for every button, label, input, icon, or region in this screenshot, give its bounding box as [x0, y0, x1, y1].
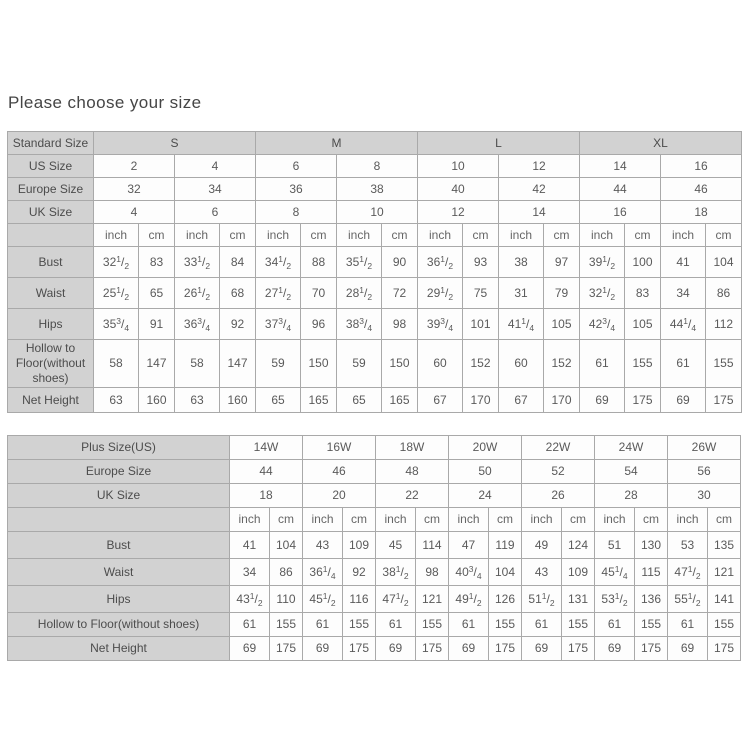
measure-value-cell: 155 — [625, 340, 661, 388]
unit-cell: inch — [522, 508, 562, 532]
measure-value-cell: 150 — [301, 340, 337, 388]
measure-value-cell: $36^1/_2$ — [418, 247, 463, 278]
measure-value-cell: $43^1/_2$ — [230, 586, 270, 613]
measure-value-cell: 97 — [544, 247, 580, 278]
size-value-cell: 10 — [418, 155, 499, 178]
measure-value-cell: 86 — [270, 559, 303, 586]
unit-cell: cm — [489, 508, 522, 532]
measure-value-cell: $39^3/_4$ — [418, 309, 463, 340]
size-value-cell: 26W — [668, 436, 741, 460]
size-value-cell: 6 — [256, 155, 337, 178]
measure-value-cell: 69 — [522, 637, 562, 661]
measure-value-cell: $26^1/_2$ — [175, 278, 220, 309]
size-value-cell: 14 — [580, 155, 661, 178]
size-value-cell: 2 — [94, 155, 175, 178]
row-label-cell: Hips — [8, 586, 230, 613]
unit-cell: inch — [175, 224, 220, 247]
measure-value-cell: $33^1/_2$ — [175, 247, 220, 278]
table-row — [8, 613, 741, 637]
measure-value-cell: 41 — [230, 532, 270, 559]
unit-cell: cm — [625, 224, 661, 247]
table-row — [8, 508, 741, 532]
measure-value-cell: 121 — [416, 586, 449, 613]
measure-value-cell: 165 — [301, 388, 337, 413]
measure-value-cell: 126 — [489, 586, 522, 613]
size-value-cell: 24W — [595, 436, 668, 460]
measure-value-cell: 100 — [625, 247, 661, 278]
measure-value-cell: $41^1/_4$ — [499, 309, 544, 340]
measure-value-cell: 72 — [382, 278, 418, 309]
measure-value-cell: $32^1/_2$ — [94, 247, 139, 278]
table-row — [8, 460, 741, 484]
size-value-cell: 18 — [661, 201, 742, 224]
measure-value-cell: $38^3/_4$ — [337, 309, 382, 340]
unit-cell: inch — [499, 224, 544, 247]
measure-value-cell: 147 — [139, 340, 175, 388]
measure-value-cell: $45^1/_2$ — [303, 586, 343, 613]
unit-cell: cm — [220, 224, 256, 247]
measure-value-cell: $27^1/_2$ — [256, 278, 301, 309]
measure-value-cell: 34 — [661, 278, 706, 309]
measure-value-cell: 170 — [463, 388, 499, 413]
unit-cell: inch — [580, 224, 625, 247]
measure-value-cell: 60 — [499, 340, 544, 388]
measure-value-cell: 135 — [708, 532, 741, 559]
measure-value-cell: 69 — [668, 637, 708, 661]
measure-value-cell: 155 — [635, 613, 668, 637]
measure-value-cell: 61 — [668, 613, 708, 637]
measure-value-cell: $38^1/_2$ — [376, 559, 416, 586]
table-row — [8, 201, 742, 224]
size-value-cell: 38 — [337, 178, 418, 201]
measure-value-cell: 70 — [301, 278, 337, 309]
measure-value-cell: 69 — [449, 637, 489, 661]
measure-value-cell: 53 — [668, 532, 708, 559]
measure-value-cell: 65 — [139, 278, 175, 309]
measure-value-cell: 175 — [416, 637, 449, 661]
table-row — [8, 224, 742, 247]
measure-value-cell: 91 — [139, 309, 175, 340]
measure-value-cell: 75 — [463, 278, 499, 309]
table-row — [8, 132, 742, 155]
size-value-cell: 52 — [522, 460, 595, 484]
measure-value-cell: 38 — [499, 247, 544, 278]
measure-value-cell: 31 — [499, 278, 544, 309]
measure-value-cell: 155 — [489, 613, 522, 637]
size-value-cell: XL — [580, 132, 742, 155]
measure-value-cell: 60 — [418, 340, 463, 388]
measure-value-cell: $47^1/_2$ — [376, 586, 416, 613]
measure-value-cell: 104 — [706, 247, 742, 278]
measure-value-cell: $32^1/_2$ — [580, 278, 625, 309]
page-title: Please choose your size — [8, 93, 202, 112]
measure-value-cell: $44^1/_4$ — [661, 309, 706, 340]
size-value-cell: 12 — [499, 155, 580, 178]
table-row — [8, 559, 741, 586]
measure-value-cell: 170 — [544, 388, 580, 413]
size-value-cell: 18W — [376, 436, 449, 460]
unit-cell: inch — [337, 224, 382, 247]
row-label-cell: Hollow to Floor(without shoes) — [8, 613, 230, 637]
measure-value-cell: 61 — [376, 613, 416, 637]
size-value-cell: 50 — [449, 460, 522, 484]
size-value-cell: 34 — [175, 178, 256, 201]
size-value-cell: L — [418, 132, 580, 155]
measure-value-cell: $39^1/_2$ — [580, 247, 625, 278]
measure-value-cell: 61 — [580, 340, 625, 388]
measure-value-cell: 175 — [562, 637, 595, 661]
measure-value-cell: 155 — [708, 613, 741, 637]
size-value-cell: 10 — [337, 201, 418, 224]
size-value-cell: 44 — [230, 460, 303, 484]
size-value-cell: 42 — [499, 178, 580, 201]
measure-value-cell: $47^1/_2$ — [668, 559, 708, 586]
size-value-cell: 6 — [175, 201, 256, 224]
size-value-cell: 48 — [376, 460, 449, 484]
measure-value-cell: 98 — [382, 309, 418, 340]
plus-size-table — [7, 435, 741, 661]
measure-value-cell: 155 — [270, 613, 303, 637]
size-value-cell: 20W — [449, 436, 522, 460]
measure-value-cell: 114 — [416, 532, 449, 559]
measure-value-cell: $40^3/_4$ — [449, 559, 489, 586]
row-label-cell: UK Size — [8, 484, 230, 508]
row-label-cell: Waist — [8, 278, 94, 309]
size-value-cell: 4 — [175, 155, 256, 178]
measure-value-cell: $35^1/_2$ — [337, 247, 382, 278]
size-value-cell: 54 — [595, 460, 668, 484]
measure-value-cell: 115 — [635, 559, 668, 586]
measure-value-cell: 155 — [562, 613, 595, 637]
measure-value-cell: 43 — [522, 559, 562, 586]
standard-size-table — [7, 131, 742, 413]
row-label-cell: Hollow to Floor(without shoes) — [8, 340, 94, 388]
measure-value-cell: 61 — [230, 613, 270, 637]
size-value-cell: 32 — [94, 178, 175, 201]
row-label-cell: Net Height — [8, 388, 94, 413]
row-label-cell: Standard Size — [8, 132, 94, 155]
row-label-cell: Hips — [8, 309, 94, 340]
measure-value-cell: 110 — [270, 586, 303, 613]
measure-value-cell: 121 — [708, 559, 741, 586]
unit-cell: cm — [463, 224, 499, 247]
measure-value-cell: 59 — [337, 340, 382, 388]
row-label-cell: Bust — [8, 532, 230, 559]
measure-value-cell: 175 — [708, 637, 741, 661]
size-value-cell: 46 — [303, 460, 376, 484]
size-value-cell: 22W — [522, 436, 595, 460]
size-guide-section — [0, 93, 750, 750]
measure-value-cell: 63 — [175, 388, 220, 413]
unit-cell: cm — [343, 508, 376, 532]
measure-value-cell: 69 — [661, 388, 706, 413]
size-value-cell: 12 — [418, 201, 499, 224]
measure-value-cell: 69 — [230, 637, 270, 661]
measure-value-cell: 93 — [463, 247, 499, 278]
table-row — [8, 637, 741, 661]
measure-value-cell: 67 — [499, 388, 544, 413]
table-row — [8, 309, 742, 340]
measure-value-cell: 45 — [376, 532, 416, 559]
measure-value-cell: 69 — [595, 637, 635, 661]
measure-value-cell: 41 — [661, 247, 706, 278]
unit-row-empty-cell — [8, 508, 230, 532]
measure-value-cell: 98 — [416, 559, 449, 586]
unit-cell: inch — [303, 508, 343, 532]
measure-value-cell: 112 — [706, 309, 742, 340]
measure-value-cell: 152 — [544, 340, 580, 388]
measure-value-cell: $42^3/_4$ — [580, 309, 625, 340]
row-label-cell: Europe Size — [8, 178, 94, 201]
row-label-cell: Net Height — [8, 637, 230, 661]
measure-value-cell: 109 — [562, 559, 595, 586]
measure-value-cell: 175 — [270, 637, 303, 661]
measure-value-cell: 69 — [580, 388, 625, 413]
unit-cell: inch — [449, 508, 489, 532]
size-value-cell: 16W — [303, 436, 376, 460]
measure-value-cell: 116 — [343, 586, 376, 613]
table-row — [8, 155, 742, 178]
measure-value-cell: 141 — [708, 586, 741, 613]
table-row — [8, 278, 742, 309]
measure-value-cell: 61 — [595, 613, 635, 637]
measure-value-cell: $51^1/_2$ — [522, 586, 562, 613]
size-value-cell: 20 — [303, 484, 376, 508]
row-label-cell: Waist — [8, 559, 230, 586]
measure-value-cell: 58 — [94, 340, 139, 388]
measure-value-cell: 160 — [139, 388, 175, 413]
unit-cell: cm — [544, 224, 580, 247]
table-row — [8, 436, 741, 460]
unit-cell: cm — [139, 224, 175, 247]
unit-cell: inch — [418, 224, 463, 247]
measure-value-cell: 165 — [382, 388, 418, 413]
measure-value-cell: 43 — [303, 532, 343, 559]
measure-value-cell: 49 — [522, 532, 562, 559]
unit-cell: inch — [376, 508, 416, 532]
table-row — [8, 532, 741, 559]
measure-value-cell: 63 — [94, 388, 139, 413]
row-label-cell: US Size — [8, 155, 94, 178]
measure-value-cell: $29^1/_2$ — [418, 278, 463, 309]
measure-value-cell: 175 — [625, 388, 661, 413]
measure-value-cell: 65 — [256, 388, 301, 413]
unit-cell: cm — [416, 508, 449, 532]
size-value-cell: 56 — [668, 460, 741, 484]
measure-value-cell: 51 — [595, 532, 635, 559]
size-value-cell: 22 — [376, 484, 449, 508]
measure-value-cell: 47 — [449, 532, 489, 559]
unit-cell: cm — [270, 508, 303, 532]
measure-value-cell: 147 — [220, 340, 256, 388]
row-label-cell: Europe Size — [8, 460, 230, 484]
size-value-cell: 18 — [230, 484, 303, 508]
table-row — [8, 484, 741, 508]
table-row — [8, 178, 742, 201]
measure-value-cell: 155 — [706, 340, 742, 388]
measure-value-cell: 175 — [706, 388, 742, 413]
measure-value-cell: 67 — [418, 388, 463, 413]
size-value-cell: 24 — [449, 484, 522, 508]
size-value-cell: S — [94, 132, 256, 155]
size-value-cell: 8 — [337, 155, 418, 178]
measure-value-cell: 150 — [382, 340, 418, 388]
measure-value-cell: 104 — [270, 532, 303, 559]
size-value-cell: 40 — [418, 178, 499, 201]
measure-value-cell: 124 — [562, 532, 595, 559]
measure-value-cell: 175 — [635, 637, 668, 661]
measure-value-cell: 61 — [303, 613, 343, 637]
measure-value-cell: $49^1/_2$ — [449, 586, 489, 613]
unit-cell: cm — [635, 508, 668, 532]
unit-cell: cm — [382, 224, 418, 247]
measure-value-cell: 69 — [303, 637, 343, 661]
size-value-cell: 46 — [661, 178, 742, 201]
unit-cell: cm — [706, 224, 742, 247]
measure-value-cell: $35^3/_4$ — [94, 309, 139, 340]
measure-value-cell: 92 — [220, 309, 256, 340]
row-label-cell: Bust — [8, 247, 94, 278]
measure-value-cell: 155 — [416, 613, 449, 637]
unit-cell: inch — [256, 224, 301, 247]
measure-value-cell: 88 — [301, 247, 337, 278]
unit-cell: inch — [94, 224, 139, 247]
table-row — [8, 247, 742, 278]
measure-value-cell: 83 — [139, 247, 175, 278]
size-value-cell: 4 — [94, 201, 175, 224]
size-value-cell: 8 — [256, 201, 337, 224]
measure-value-cell: 84 — [220, 247, 256, 278]
measure-value-cell: $45^1/_4$ — [595, 559, 635, 586]
measure-value-cell: 34 — [230, 559, 270, 586]
size-value-cell: M — [256, 132, 418, 155]
measure-value-cell: 58 — [175, 340, 220, 388]
measure-value-cell: 68 — [220, 278, 256, 309]
measure-value-cell: $55^1/_2$ — [668, 586, 708, 613]
measure-value-cell: 90 — [382, 247, 418, 278]
measure-value-cell: 155 — [343, 613, 376, 637]
measure-value-cell: 59 — [256, 340, 301, 388]
size-value-cell: 14W — [230, 436, 303, 460]
measure-value-cell: 69 — [376, 637, 416, 661]
measure-value-cell: 83 — [625, 278, 661, 309]
row-label-cell: UK Size — [8, 201, 94, 224]
measure-value-cell: 79 — [544, 278, 580, 309]
measure-value-cell: 175 — [489, 637, 522, 661]
measure-value-cell: 104 — [489, 559, 522, 586]
size-value-cell: 28 — [595, 484, 668, 508]
unit-cell: cm — [301, 224, 337, 247]
measure-value-cell: 86 — [706, 278, 742, 309]
unit-cell: inch — [668, 508, 708, 532]
measure-value-cell: 92 — [343, 559, 376, 586]
unit-cell: inch — [595, 508, 635, 532]
measure-value-cell: 152 — [463, 340, 499, 388]
size-value-cell: 16 — [661, 155, 742, 178]
measure-value-cell: 101 — [463, 309, 499, 340]
table-row — [8, 340, 742, 388]
measure-value-cell: 136 — [635, 586, 668, 613]
measure-value-cell: 131 — [562, 586, 595, 613]
table-row — [8, 586, 741, 613]
measure-value-cell: 65 — [337, 388, 382, 413]
size-value-cell: 44 — [580, 178, 661, 201]
measure-value-cell: 175 — [343, 637, 376, 661]
measure-value-cell: 61 — [522, 613, 562, 637]
unit-cell: inch — [230, 508, 270, 532]
unit-row-empty-cell — [8, 224, 94, 247]
measure-value-cell: $28^1/_2$ — [337, 278, 382, 309]
measure-value-cell: 160 — [220, 388, 256, 413]
table-row — [8, 388, 742, 413]
unit-cell: cm — [562, 508, 595, 532]
size-value-cell: 26 — [522, 484, 595, 508]
measure-value-cell: $53^1/_2$ — [595, 586, 635, 613]
measure-value-cell: 119 — [489, 532, 522, 559]
size-value-cell: 16 — [580, 201, 661, 224]
measure-value-cell: 109 — [343, 532, 376, 559]
measure-value-cell: $36^3/_4$ — [175, 309, 220, 340]
size-value-cell: 36 — [256, 178, 337, 201]
unit-cell: cm — [708, 508, 741, 532]
measure-value-cell: 105 — [625, 309, 661, 340]
measure-value-cell: 130 — [635, 532, 668, 559]
size-value-cell: 30 — [668, 484, 741, 508]
measure-value-cell: 105 — [544, 309, 580, 340]
measure-value-cell: $36^1/_4$ — [303, 559, 343, 586]
unit-cell: inch — [661, 224, 706, 247]
row-label-cell: Plus Size(US) — [8, 436, 230, 460]
measure-value-cell: $37^3/_4$ — [256, 309, 301, 340]
measure-value-cell: 61 — [449, 613, 489, 637]
measure-value-cell: $34^1/_2$ — [256, 247, 301, 278]
measure-value-cell: $25^1/_2$ — [94, 278, 139, 309]
measure-value-cell: 61 — [661, 340, 706, 388]
measure-value-cell: 96 — [301, 309, 337, 340]
size-value-cell: 14 — [499, 201, 580, 224]
